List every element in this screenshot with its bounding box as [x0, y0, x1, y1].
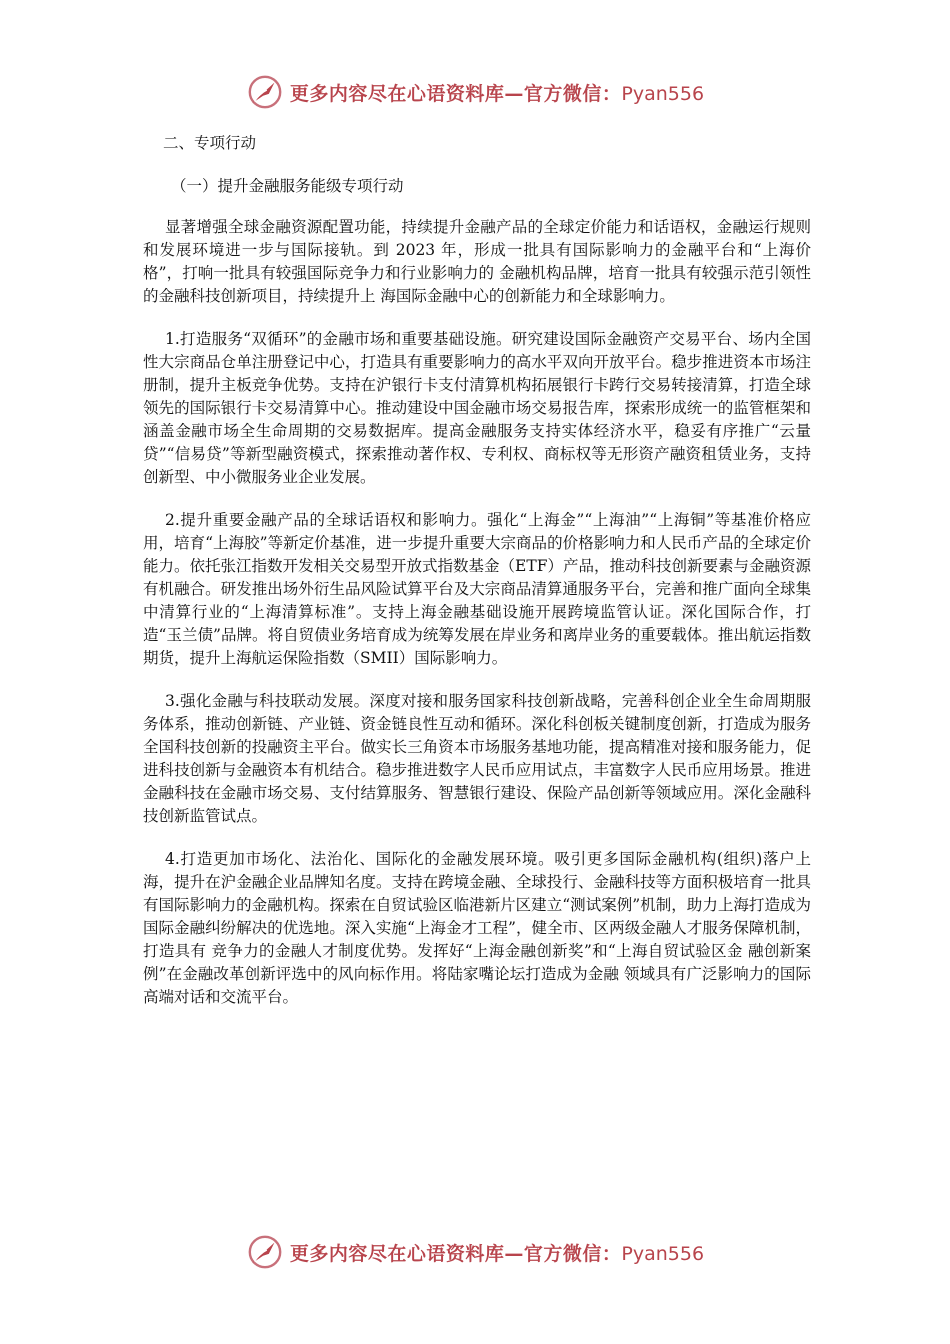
- document-body: [143, 128, 811, 1009]
- wechat-id: Pyan556: [621, 1242, 705, 1265]
- quill-logo-icon: [246, 73, 284, 111]
- quill-logo-icon: [246, 1233, 284, 1271]
- item-paragraph-1: 1.打造服务“双循环”的金融市场和重要基础设施。研究建设国际金融资产交易平台、场内全国性大宗商品仓单注册登记中心，打造具有重要影响力的高水平双向开放平台。稳步推进资本市场注册制，提升主板竞争优势。支持在沪银行卡支付清算机构拓展银行卡跨行交易转接清算，打造全球领先的国际银行卡交易清算中心。推动建设中国金融市场交易报告库，探索形成统一的监管框架和涵盖金融市场全生命周期的交易数据库。提高金融服务支持实体经济水平，稳妥有序推广“云量贷”“信易贷”等新型融资模式，探索推动著作权、专利权、商标权等无形资产融资租赁业务，支持创新型、中小微服务业企业发展。: [143, 330, 811, 486]
- section-title: 二、专项行动: [163, 134, 257, 152]
- item-paragraph-2: 2.提升重要金融产品的全球话语权和影响力。强化“上海金”“上海油”“上海铜”等基准价格应用，培育“上海胶”等新定价基准，进一步提升重要大宗商品的价格影响力和人民币产品的全球定价能力。依托张江指数开发相关交易型开放式指数基金（ETF）产品，推动科技创新要素与金融资源有机融合。研发推出场外衍生品风险试算平台及大宗商品清算通服务平台，完善和推广面向全球集中清算行业的“上海清算标准”。支持上海金融基础设施开展跨境监管认证。深化国际合作，打造“玉兰债”品牌。将自贸债业务培育成为统筹发展在岸业务和离岸业务的重要载体。推出航运指数期货，提升上海航运保险指数（SMII）国际影响力。: [143, 511, 811, 667]
- watermark-banner-bottom: [0, 1230, 950, 1274]
- section-subtitle: （一）提升金融服务能级专项行动: [171, 177, 404, 195]
- item-paragraph-3: 3.强化金融与科技联动发展。深度对接和服务国家科技创新战略，完善科创企业全生命周期服务体系，推动创新链、产业链、资金链良性互动和循环。深化科创板关键制度创新，打造成为服务全国科技创新的投融资主平台。做实长三角资本市场服务基地功能，提高精准对接和服务能力，促进科技创新与金融资本有机结合。稳步推进数字人民币应用试点，丰富数字人民币应用场景。推进金融科技在金融市场交易、支付结算服务、智慧银行建设、保险产品创新等领域应用。深化金融科技创新监管试点。: [143, 692, 811, 825]
- watermark-banner-top: [0, 70, 950, 114]
- intro-paragraph: 显著增强全球金融资源配置功能，持续提升金融产品的全球定价能力和话语权，金融运行规则和发展环境进一步与国际接轨。到 2023 年，形成一批具有国际影响力的金融平台和“上海价格”，打响一批具有较强国际竞争力和行业影响力的 金融机构品牌，培育一批具有较强示范引领性的金融科技创新项目，持续提升上 海国际金融中心的创新能力和全球影响力。: [143, 218, 811, 305]
- watermark-text: 更多内容尽在心语资料库—官方微信：Pyan556: [289, 82, 705, 105]
- item-paragraph-4: 4.打造更加市场化、法治化、国际化的金融发展环境。吸引更多国际金融机构(组织)落户上海，提升在沪金融企业品牌知名度。支持在跨境金融、全球投行、金融科技等方面积极培育一批具有国际影响力的金融机构。探索在自贸试验区临港新片区建立“测试案例”机制，助力上海打造成为国际金融纠纷解决的优选地。深入实施“上海金才工程”，健全市、区两级金融人才服务保障机制，打造具有 竞争力的金融人才制度优势。发挥好“上海金融创新奖”和“上海自贸试验区金 融创新案例”在金融改革创新评选中的风向标作用。将陆家嘴论坛打造成为金融 领域具有广泛影响力的国际高端对话和交流平台。: [143, 850, 811, 1006]
- watermark-text: 更多内容尽在心语资料库—官方微信：Pyan556: [289, 1242, 705, 1265]
- wechat-id: Pyan556: [621, 82, 705, 105]
